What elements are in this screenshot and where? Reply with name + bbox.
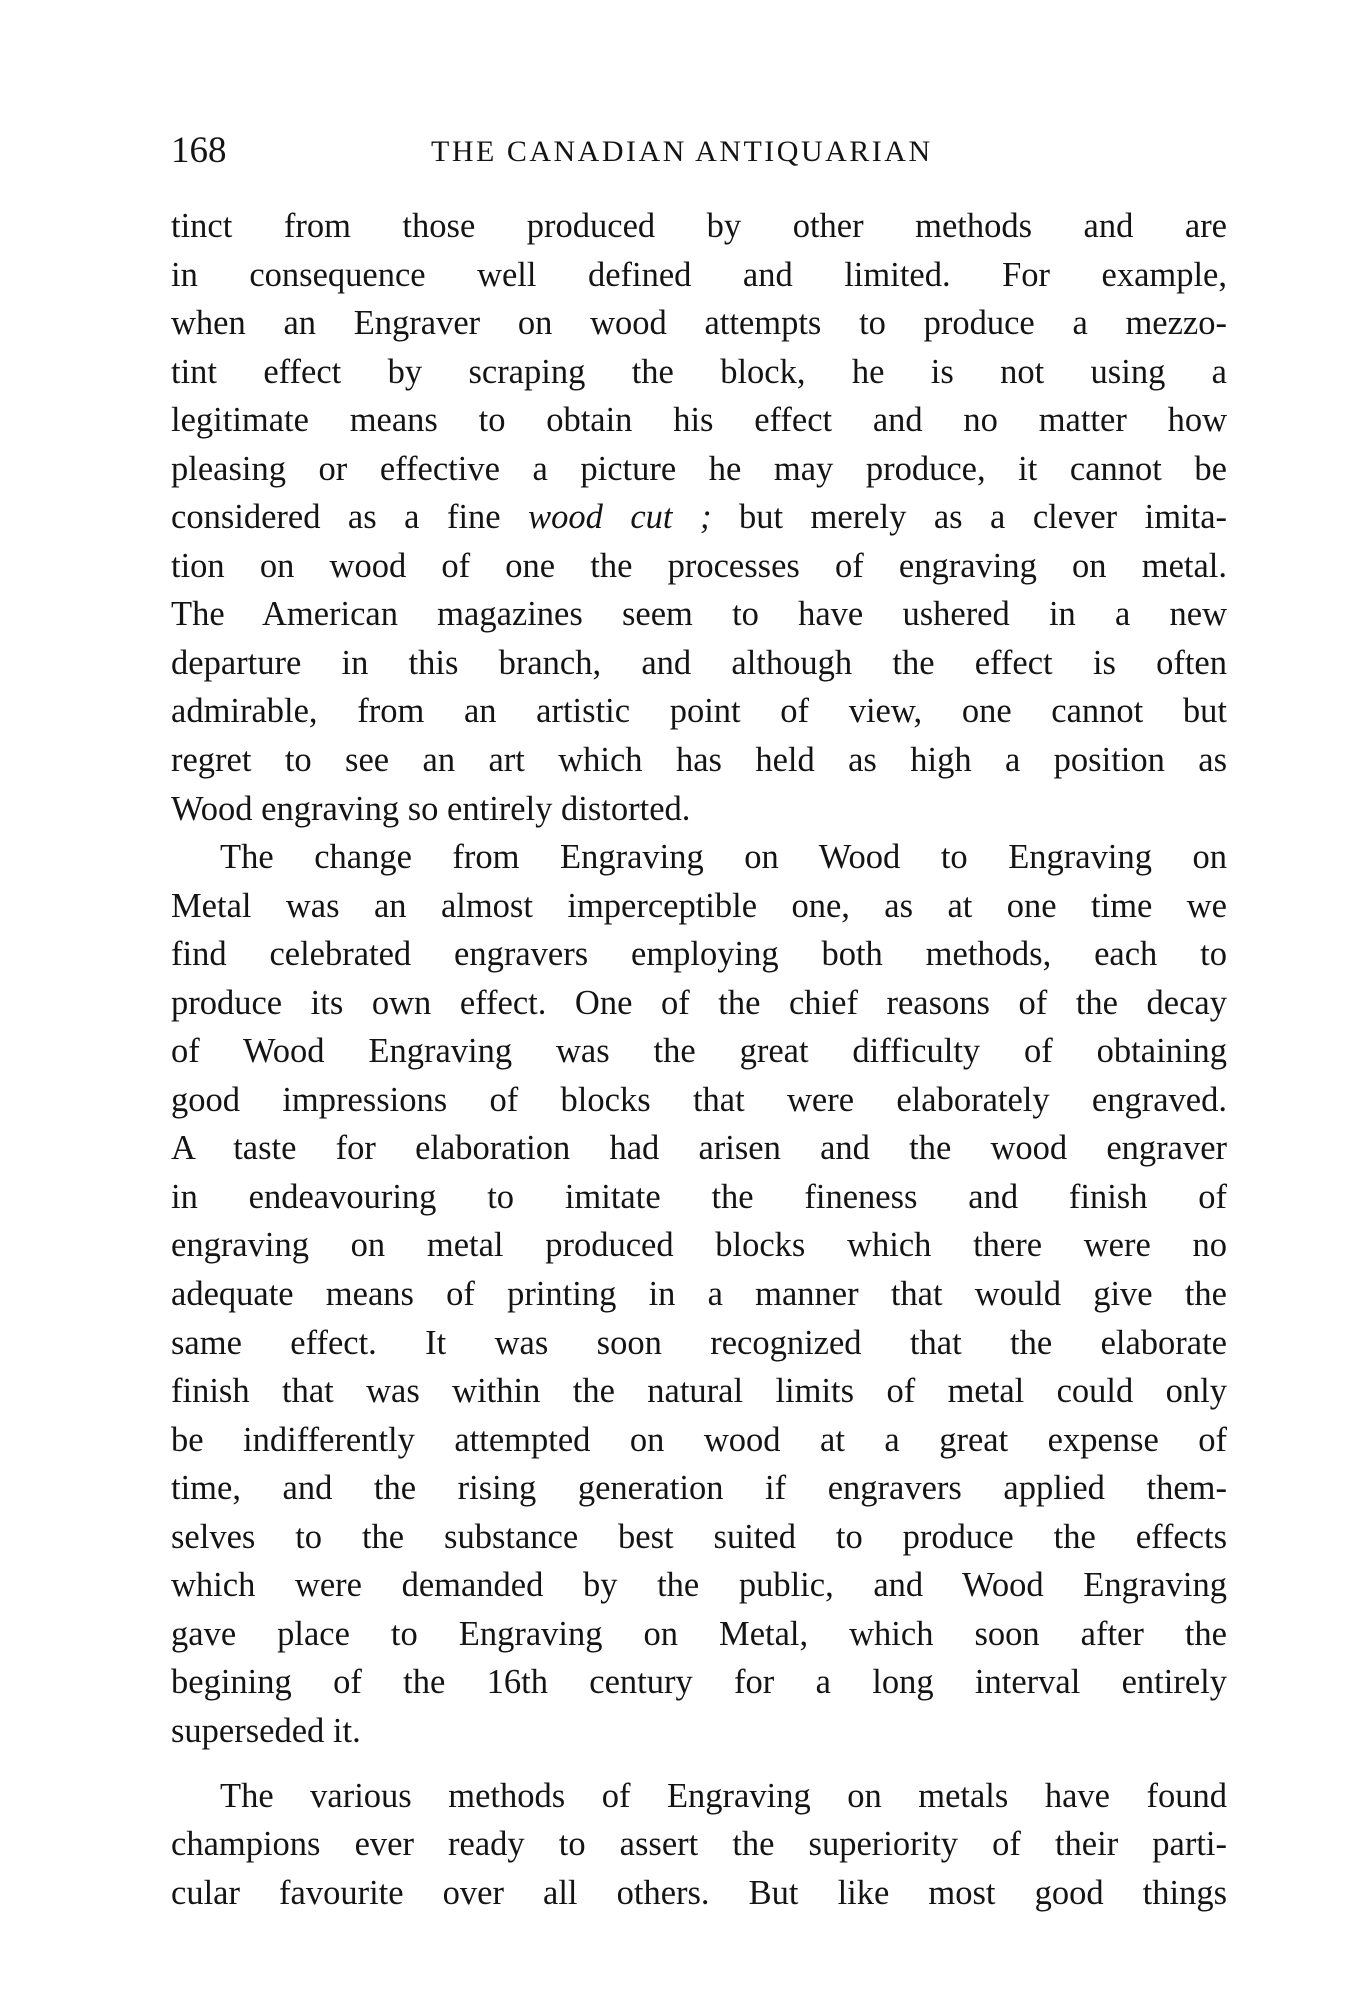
text-line: in endeavouring to imitate the fineness and finish of	[171, 1177, 1227, 1216]
text-fragment: considered as a fine	[171, 498, 529, 537]
text-line: Metal was an almost imperceptible one, as at one time we	[171, 886, 1227, 925]
paragraph-2	[171, 833, 1227, 1755]
text-line: admirable, from an artistic point of view, one cannot but	[171, 692, 1227, 731]
text-line: same effect. It was soon recognized that the elaborate	[171, 1323, 1227, 1362]
text-line: pleasing or effective a picture he may produce, it cannot be	[171, 449, 1227, 488]
text-line: good impressions of blocks that were elaborately engraved.	[171, 1080, 1227, 1119]
text-line: finish that was within the natural limits of metal could only	[171, 1372, 1227, 1411]
running-head	[171, 126, 1221, 176]
text-line: engraving on metal produced blocks which there were no	[171, 1226, 1227, 1265]
text-fragment: but merely as a clever imita-	[711, 498, 1227, 537]
text-line: gave place to Engraving on Metal, which soon after the	[171, 1614, 1227, 1653]
text-line: tint effect by scraping the block, he is not using a	[171, 352, 1227, 391]
text-line: cular favourite over all others. But like most good things	[171, 1873, 1227, 1912]
text-line: The various methods of Engraving on metals have found	[220, 1776, 1227, 1815]
text-line: find celebrated engravers employing both methods, each to	[171, 935, 1227, 974]
body-text	[171, 202, 1227, 1917]
text-line: The American magazines seem to have ushered in a new	[171, 595, 1227, 634]
text-line: of Wood Engraving was the great difficulty of obtaining	[171, 1032, 1227, 1071]
text-line: The change from Engraving on Wood to Engraving on	[220, 838, 1227, 877]
italic-phrase: wood cut ;	[528, 498, 712, 537]
text-line: legitimate means to obtain his effect and no matter how	[171, 401, 1227, 440]
text-line: in consequence well defined and limited. For example,	[171, 255, 1227, 294]
text-line: which were demanded by the public, and Wood Engraving	[171, 1566, 1227, 1605]
text-line: tion on wood of one the processes of engraving on metal.	[171, 546, 1227, 585]
paragraph-3	[171, 1772, 1227, 1918]
text-line: Wood engraving so entirely distorted.	[171, 789, 691, 828]
text-line: departure in this branch, and although the effect is often	[171, 643, 1227, 682]
text-line: selves to the substance best suited to produce the effects	[171, 1517, 1227, 1556]
journal-title: THE CANADIAN ANTIQUARIAN	[431, 135, 933, 168]
text-line: time, and the rising generation if engravers applied them-	[171, 1469, 1227, 1508]
paragraph-1	[171, 202, 1227, 833]
text-line: produce its own effect. One of the chief reasons of the decay	[171, 983, 1227, 1022]
text-line: be indifferently attempted on wood at a great expense of	[171, 1420, 1227, 1459]
text-line: tinct from those produced by other methods and are	[171, 207, 1227, 245]
text-line: when an Engraver on wood attempts to produce a mezzo-	[171, 304, 1227, 343]
text-line: A taste for elaboration had arisen and the wood engraver	[171, 1129, 1227, 1168]
text-line: superseded it.	[171, 1711, 361, 1750]
text-line	[171, 493, 1227, 542]
text-line: champions ever ready to assert the superiority of their parti-	[171, 1825, 1227, 1864]
text-line: adequate means of printing in a manner that would give the	[171, 1275, 1227, 1314]
page-number: 168	[171, 130, 227, 171]
text-line: begining of the 16th century for a long interval entirely	[171, 1663, 1227, 1702]
text-line: regret to see an art which has held as high a position as	[171, 741, 1227, 780]
